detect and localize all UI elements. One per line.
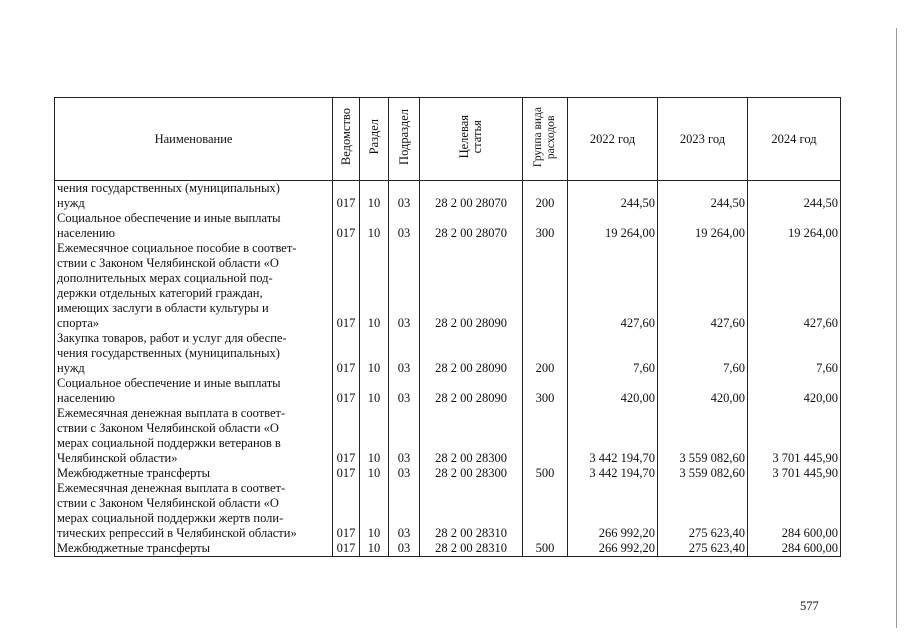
cell-2024: 3 701 445,90 [748,466,841,481]
cell-2022: 266 992,20 [568,541,658,557]
cell-2024: 3 701 445,90 [748,406,841,466]
cell-name: Закупка товаров, работ и услуг для обеспе- чения государственных (муниципальных) нужд [55,331,333,376]
cell-target: 28 2 00 28310 [420,481,523,541]
cell-name: Социальное обеспечение и иные выплаты населению [55,376,333,406]
cell-name: чения государственных (муниципальных) нужд [55,181,333,212]
header-year-2022: 2022 год [568,98,658,181]
cell-subsection: 03 [389,541,420,557]
cell-2024: 7,60 [748,331,841,376]
cell-2023: 427,60 [658,241,748,331]
cell-group: 300 [523,376,568,406]
table-row [55,481,841,541]
cell-group [523,406,568,466]
cell-section: 10 [360,181,389,212]
cell-2023: 19 264,00 [658,211,748,241]
header-ministry: Ведомство [333,98,360,181]
cell-2024: 244,50 [748,181,841,212]
cell-target: 28 2 00 28070 [420,181,523,212]
cell-2023: 420,00 [658,376,748,406]
cell-group: 200 [523,181,568,212]
table-body [55,181,841,557]
cell-section: 10 [360,331,389,376]
cell-2023: 275 623,40 [658,481,748,541]
header-row [55,98,841,181]
cell-name: Ежемесячная денежная выплата в соответ- ствии с Законом Челябинской области «О мерах социальной поддержки жертв поли- тических репрессий в Челябинской области» [55,481,333,541]
table-row [55,331,841,376]
cell-section: 10 [360,406,389,466]
header-subsection: Подраздел [389,98,420,181]
cell-2022: 427,60 [568,241,658,331]
cell-group: 300 [523,211,568,241]
cell-ministry: 017 [333,406,360,466]
header-target-article: Целевая статья [420,98,523,181]
cell-2022: 3 442 194,70 [568,466,658,481]
cell-2023: 7,60 [658,331,748,376]
cell-group [523,481,568,541]
cell-target: 28 2 00 28090 [420,331,523,376]
cell-2023: 244,50 [658,181,748,212]
cell-ministry: 017 [333,481,360,541]
cell-subsection: 03 [389,466,420,481]
cell-name: Социальное обеспечение и иные выплаты населению [55,211,333,241]
cell-2022: 19 264,00 [568,211,658,241]
cell-target: 28 2 00 28090 [420,376,523,406]
cell-name: Межбюджетные трансферты [55,541,333,557]
cell-2024: 284 600,00 [748,541,841,557]
cell-2023: 3 559 082,60 [658,466,748,481]
page-number: 577 [800,599,819,613]
cell-2023: 3 559 082,60 [658,406,748,466]
cell-ministry: 017 [333,376,360,406]
cell-subsection: 03 [389,181,420,212]
cell-subsection: 03 [389,241,420,331]
table-row [55,211,841,241]
cell-ministry: 017 [333,241,360,331]
header-name: Наименование [55,98,333,181]
cell-target: 28 2 00 28070 [420,211,523,241]
cell-ministry: 017 [333,211,360,241]
header-expense-group: Группа вида расходов [523,98,568,181]
cell-section: 10 [360,376,389,406]
cell-2022: 3 442 194,70 [568,406,658,466]
header-year-2024: 2024 год [748,98,841,181]
cell-group: 200 [523,331,568,376]
cell-section: 10 [360,541,389,557]
cell-ministry: 017 [333,181,360,212]
table-row [55,241,841,331]
cell-2024: 19 264,00 [748,211,841,241]
cell-2022: 420,00 [568,376,658,406]
table-row [55,406,841,466]
cell-subsection: 03 [389,481,420,541]
cell-subsection: 03 [389,406,420,466]
page-edge-line [896,28,897,628]
cell-target: 28 2 00 28300 [420,406,523,466]
table-row [55,466,841,481]
cell-ministry: 017 [333,466,360,481]
cell-2024: 427,60 [748,241,841,331]
cell-2022: 7,60 [568,331,658,376]
cell-section: 10 [360,241,389,331]
table-row [55,541,841,557]
table-row [55,181,841,212]
cell-2024: 284 600,00 [748,481,841,541]
cell-name: Межбюджетные трансферты [55,466,333,481]
table-row [55,376,841,406]
cell-target: 28 2 00 28310 [420,541,523,557]
cell-group: 500 [523,541,568,557]
cell-group: 500 [523,466,568,481]
header-section: Раздел [360,98,389,181]
cell-name: Ежемесячная денежная выплата в соответ- ствии с Законом Челябинской области «О мерах социальной поддержки ветеранов в Челябинской области» [55,406,333,466]
cell-2023: 275 623,40 [658,541,748,557]
cell-ministry: 017 [333,331,360,376]
cell-subsection: 03 [389,211,420,241]
cell-2022: 244,50 [568,181,658,212]
cell-name: Ежемесячное социальное пособие в соответ- ствии с Законом Челябинской области «О дополнительных мерах социальной под- держки отдельных категорий граждан, имеющих заслуги в области культуры и спорта» [55,241,333,331]
cell-section: 10 [360,481,389,541]
cell-subsection: 03 [389,376,420,406]
cell-group [523,241,568,331]
cell-subsection: 03 [389,331,420,376]
cell-2024: 420,00 [748,376,841,406]
header-year-2023: 2023 год [658,98,748,181]
cell-section: 10 [360,466,389,481]
cell-target: 28 2 00 28300 [420,466,523,481]
cell-ministry: 017 [333,541,360,557]
cell-target: 28 2 00 28090 [420,241,523,331]
cell-2022: 266 992,20 [568,481,658,541]
budget-table [54,97,841,557]
cell-section: 10 [360,211,389,241]
